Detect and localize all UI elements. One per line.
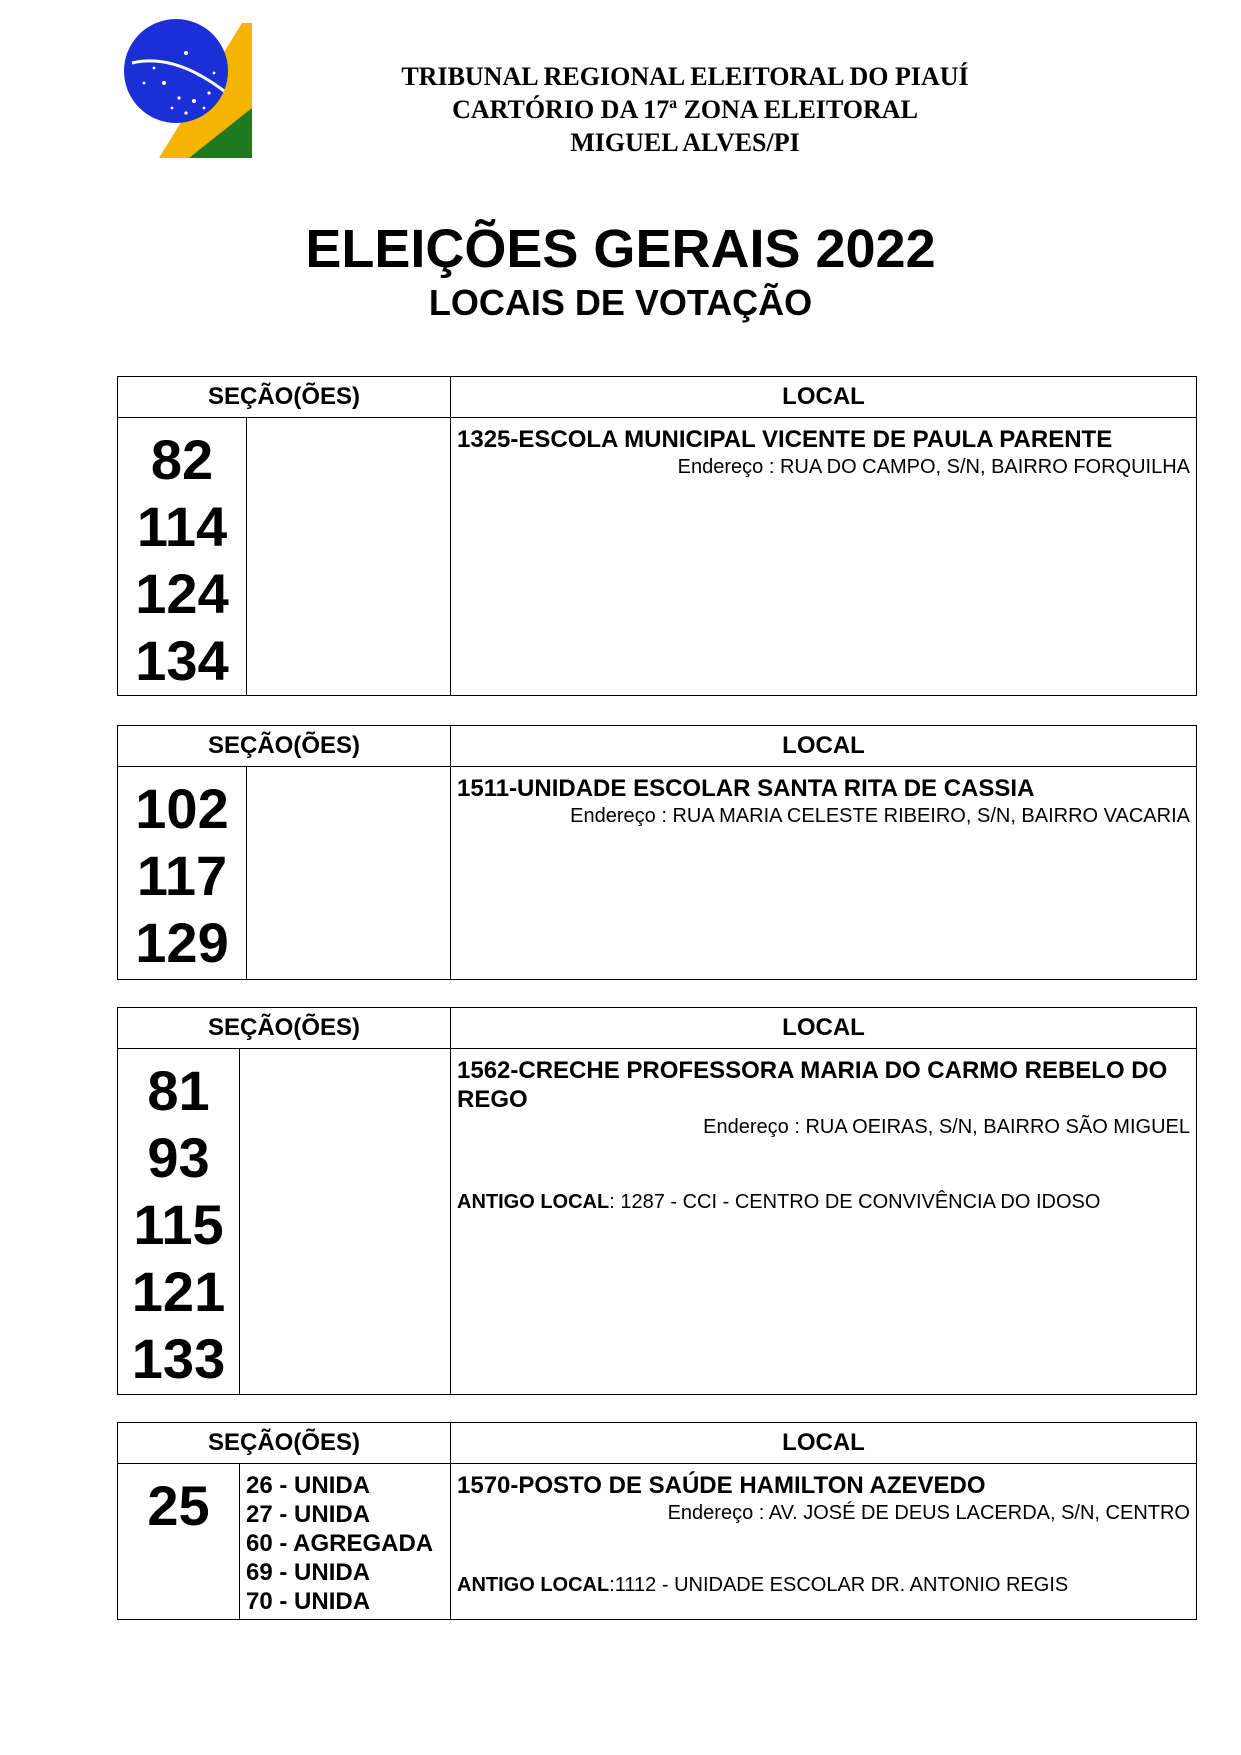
sub-section-item: 26 - UNIDA	[246, 1472, 371, 1499]
page-title: ELEIÇÕES GERAIS 2022	[305, 219, 936, 279]
location-cell	[451, 418, 1196, 696]
sub-sections	[240, 1049, 451, 1395]
location-cell	[451, 1049, 1196, 1395]
page-header	[0, 0, 1241, 170]
previous-location-label: ANTIGO LOCAL	[457, 1574, 610, 1596]
sections-column-header: SEÇÃO(ÕES)	[118, 726, 451, 766]
location-address: Endereço : RUA OEIRAS, S/N, BAIRRO SÃO MIGUEL	[703, 1116, 1190, 1138]
table-header	[118, 1423, 1196, 1464]
voting-location-block	[117, 725, 1197, 980]
section-number: 133	[131, 1327, 226, 1390]
section-number: 121	[131, 1260, 226, 1323]
section-number: 129	[135, 911, 229, 974]
org-line-1: TRIBUNAL REGIONAL ELEITORAL DO PIAUÍ	[401, 62, 969, 91]
page-subtitle: LOCAIS DE VOTAÇÃO	[428, 282, 813, 323]
section-number: 81	[147, 1059, 210, 1122]
previous-location	[457, 1572, 1068, 1598]
tre-logo-icon	[124, 13, 254, 158]
sub-section-item: 70 - UNIDA	[246, 1588, 371, 1615]
section-number: 25	[147, 1474, 210, 1537]
sections-column-header: SEÇÃO(ÕES)	[118, 1423, 451, 1463]
location-address: Endereço : RUA MARIA CELESTE RIBEIRO, S/N, BAIRRO VACARIA	[570, 805, 1190, 827]
location-address: Endereço : RUA DO CAMPO, S/N, BAIRRO FORQUILHA	[677, 456, 1190, 478]
section-numbers	[118, 1464, 240, 1620]
table-header	[118, 1008, 1196, 1049]
previous-location-label: ANTIGO LOCAL	[457, 1191, 610, 1213]
section-number: 134	[135, 629, 229, 692]
table-header	[118, 726, 1196, 767]
sections-column-header: SEÇÃO(ÕES)	[118, 1008, 451, 1048]
org-line-3: MIGUEL ALVES/PI	[570, 128, 800, 157]
location-name: 1511-UNIDADE ESCOLAR SANTA RITA DE CASSIA	[457, 775, 1035, 802]
previous-location-value: : 1287 - CCI - CENTRO DE CONVIVÊNCIA DO IDOSO	[609, 1191, 1101, 1213]
section-number: 114	[136, 495, 228, 558]
section-number: 115	[133, 1193, 224, 1256]
section-numbers	[118, 418, 247, 696]
section-number: 124	[135, 562, 229, 625]
section-numbers	[118, 767, 247, 980]
sub-sections	[240, 1464, 451, 1620]
org-line-2: CARTÓRIO DA 17ª ZONA ELEITORAL	[452, 95, 918, 124]
section-number: 102	[135, 777, 229, 840]
sub-section-item: 60 - AGREGADA	[246, 1530, 434, 1557]
previous-location-value: :1112 - UNIDADE ESCOLAR DR. ANTONIO REGIS	[609, 1574, 1069, 1596]
section-number: 82	[150, 428, 214, 491]
voting-location-block	[117, 1422, 1197, 1620]
organization-name	[330, 60, 1040, 159]
section-numbers	[118, 1049, 240, 1395]
location-name: 1562-CRECHE PROFESSORA MARIA DO CARMO REBELO DO REGO	[457, 1057, 1168, 1113]
local-column-header: LOCAL	[782, 1429, 865, 1456]
voting-location-block	[117, 376, 1197, 696]
sub-section-item: 27 - UNIDA	[246, 1501, 371, 1528]
sub-section-item: 69 - UNIDA	[246, 1559, 371, 1586]
local-column-header: LOCAL	[782, 1014, 865, 1041]
section-number: 117	[136, 844, 228, 907]
section-number: 93	[147, 1126, 210, 1189]
location-cell	[451, 1464, 1196, 1620]
location-name: 1325-ESCOLA MUNICIPAL VICENTE DE PAULA PARENTE	[457, 426, 1113, 453]
location-address: Endereço : AV. JOSÉ DE DEUS LACERDA, S/N, CENTRO	[667, 1502, 1190, 1524]
table-header	[118, 377, 1196, 418]
sub-sections	[247, 418, 451, 696]
previous-location	[457, 1189, 1100, 1215]
location-cell	[451, 767, 1196, 980]
sub-sections	[247, 767, 451, 980]
sections-column-header: SEÇÃO(ÕES)	[118, 377, 451, 417]
location-name: 1570-POSTO DE SAÚDE HAMILTON AZEVEDO	[457, 1472, 986, 1499]
local-column-header: LOCAL	[782, 383, 865, 410]
local-column-header: LOCAL	[782, 732, 865, 759]
voting-location-block	[117, 1007, 1197, 1395]
